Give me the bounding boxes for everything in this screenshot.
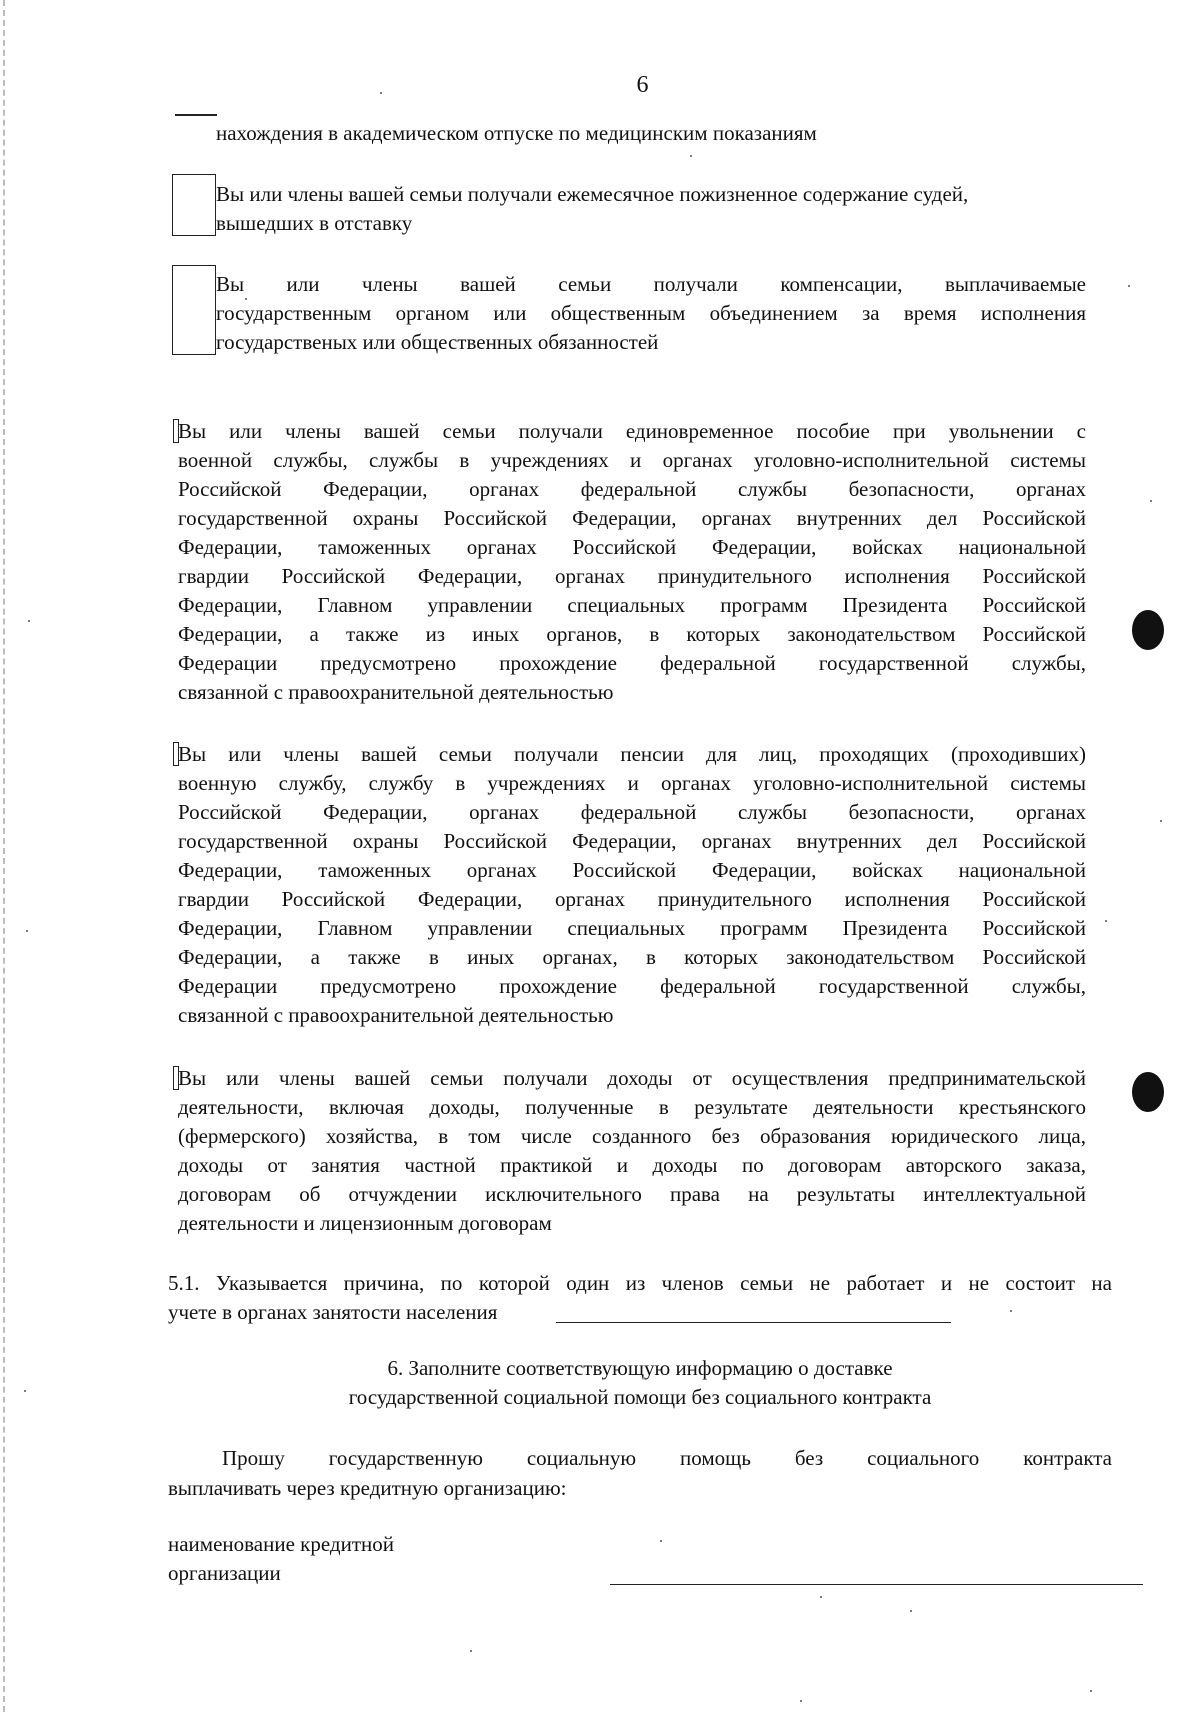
section-5-1-line2: учете в органах занятости населения xyxy=(168,1300,498,1324)
dash-mark xyxy=(175,114,217,116)
page-number: 6 xyxy=(636,72,649,98)
item-line: военную службу, службу в учреждениях и органах уголовно-исполнительной системы xyxy=(178,771,1086,795)
punch-hole-mark xyxy=(1132,610,1164,650)
item-military-pension xyxy=(178,740,1086,1030)
item-line: Вы или члены вашей семьи получали ежемесячное пожизненное содержание судей, xyxy=(216,182,969,206)
item-compensation xyxy=(216,270,1086,357)
scan-speck xyxy=(1090,1690,1092,1692)
item-line: Вы или члены вашей семьи получали пенсии для лиц, проходящих (проходивших) xyxy=(178,742,1086,766)
scan-speck xyxy=(1150,500,1152,502)
item-line: военной службы, службы в учреждениях и органах уголовно-исполнительной системы xyxy=(178,448,1086,472)
bank-name-label-line: организации xyxy=(168,1561,281,1585)
item-business-income xyxy=(178,1064,1086,1238)
item-line: Федерации, Главном управлении специальных программ Президента Российской xyxy=(178,916,1086,940)
item-line: деятельности, включая доходы, полученные в результате деятельности крестьянского xyxy=(178,1095,1086,1119)
item-line: доходы от занятия частной практикой и доходы по договорам авторского заказа, xyxy=(178,1153,1086,1177)
item-line: договорам об отчуждении исключительного права на результаты интеллектуальной xyxy=(178,1182,1086,1206)
section-6-heading-line: государственной социальной помощи без социального контракта xyxy=(348,1385,932,1409)
scan-speck xyxy=(1128,285,1130,287)
scan-speck xyxy=(26,930,28,932)
item-line: Российской Федерации, органах федеральной службы безопасности, органах xyxy=(178,800,1086,824)
scan-speck xyxy=(820,1596,822,1598)
item-line: связанной с правоохранительной деятельностью xyxy=(178,680,614,704)
scan-speck xyxy=(690,155,692,157)
item-line: гвардии Российской Федерации, органах принудительного исполнения Российской xyxy=(178,887,1086,911)
continuation-text: нахождения в академическом отпуске по медицинским показаниям xyxy=(216,121,817,145)
item-line: Федерации предусмотрено прохождение федеральной государственной службы, xyxy=(178,651,1086,675)
reason-input-line[interactable] xyxy=(556,1322,951,1323)
scan-page-edge xyxy=(3,0,5,1712)
item-line: Российской Федерации, органах федеральной службы безопасности, органах xyxy=(178,477,1086,501)
scan-speck xyxy=(1010,1310,1012,1312)
punch-hole-mark xyxy=(1132,1072,1164,1112)
request-line2: выплачивать через кредитную организацию: xyxy=(168,1476,567,1500)
item-line: гвардии Российской Федерации, органах принудительного исполнения Российской xyxy=(178,564,1086,588)
item-line: Федерации, а также из иных органов, в которых законодательством Российской xyxy=(178,622,1086,646)
item-lump-sum-allowance xyxy=(178,417,1086,707)
item-line: Федерации, Главном управлении специальных программ Президента Российской xyxy=(178,593,1086,617)
item-line: государственной охраны Российской Федерации, органах внутренних дел Российской xyxy=(178,829,1086,853)
item-line: Федерации, таможенных органах Российской Федерации, войсках национальной xyxy=(178,535,1086,559)
item-line: государственным органом или общественным объединением за время исполнения xyxy=(216,301,1086,325)
item-line: Федерации, а также в иных органах, в которых законодательством Российской xyxy=(178,945,1086,969)
item-line: Вы или члены вашей семьи получали единовременное пособие при увольнении с xyxy=(178,419,1086,443)
scan-speck xyxy=(1160,820,1162,822)
scan-speck xyxy=(910,1610,912,1612)
scan-speck xyxy=(24,1390,26,1392)
request-line1: Прошу государственную социальную помощь без социального контракта xyxy=(222,1446,1112,1470)
scan-speck xyxy=(800,1700,802,1702)
section-6-heading xyxy=(200,1354,1080,1412)
item-line: вышедших в отставку xyxy=(216,211,413,235)
item-line: Федерации, таможенных органах Российской Федерации, войсках национальной xyxy=(178,858,1086,882)
bank-name-input-line[interactable] xyxy=(610,1584,1143,1585)
scan-speck xyxy=(660,1540,662,1542)
item-judges-allowance xyxy=(216,180,1086,238)
scan-speck xyxy=(470,1650,472,1652)
item-line: Вы или члены вашей семьи получали доходы от осуществления предпринимательской xyxy=(178,1066,1086,1090)
scan-speck xyxy=(380,92,382,94)
checkbox-judges-allowance[interactable] xyxy=(172,174,216,236)
item-line: государственых или общественных обязанностей xyxy=(216,330,659,354)
scan-speck xyxy=(1105,920,1107,922)
bank-name-label-line: наименование кредитной xyxy=(168,1532,394,1556)
bank-name-label xyxy=(168,1530,394,1588)
item-line: связанной с правоохранительной деятельностью xyxy=(178,1003,614,1027)
section-6-heading-line: 6. Заполните соответствующую информацию о доставке xyxy=(387,1356,893,1380)
scan-speck xyxy=(245,298,247,300)
checkbox-compensation[interactable] xyxy=(172,265,216,355)
item-line: Федерации предусмотрено прохождение федеральной государственной службы, xyxy=(178,974,1086,998)
section-5-1-line1: 5.1. Указывается причина, по которой один из членов семьи не работает и не состоит на xyxy=(168,1271,1112,1295)
item-line: государственной охраны Российской Федерации, органах внутренних дел Российской xyxy=(178,506,1086,530)
item-line: (фермерского) хозяйства, в том числе созданного без образования юридического лица, xyxy=(178,1124,1086,1148)
item-line: Вы или члены вашей семьи получали компенсации, выплачиваемые xyxy=(216,272,1086,296)
scan-speck xyxy=(28,620,30,622)
item-line: деятельности и лицензионным договорам xyxy=(178,1211,552,1235)
